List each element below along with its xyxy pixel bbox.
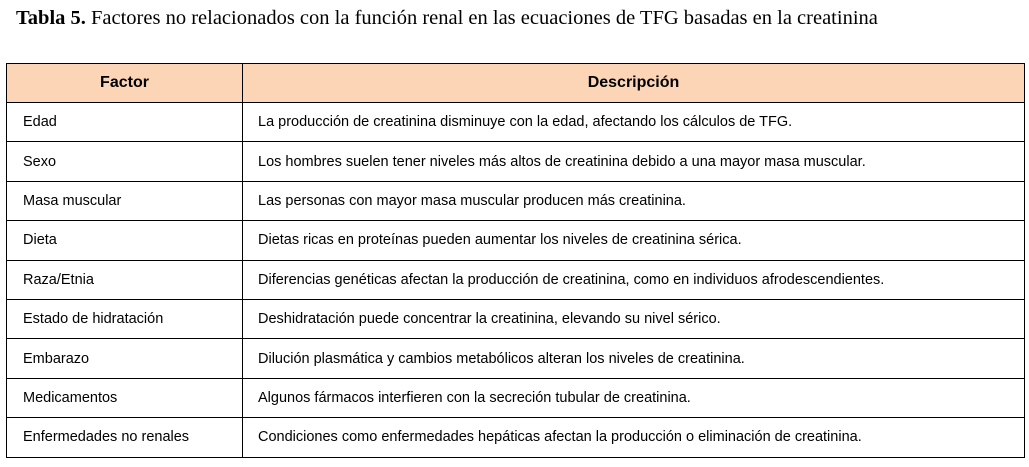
description-cell: Algunos fármacos interfieren con la secreción tubular de creatinina. xyxy=(243,378,1025,417)
description-cell: Los hombres suelen tener niveles más altos de creatinina debido a una mayor masa muscular. xyxy=(243,142,1025,181)
description-cell: Dilución plasmática y cambios metabólicos alteran los niveles de creatinina. xyxy=(243,339,1025,378)
factor-cell: Estado de hidratación xyxy=(7,299,243,338)
factor-cell: Sexo xyxy=(7,142,243,181)
table-row xyxy=(7,339,1025,378)
table-row xyxy=(7,221,1025,260)
table-row xyxy=(7,299,1025,338)
table-caption-label: Tabla 5. xyxy=(16,7,86,29)
table-row xyxy=(7,418,1025,457)
factors-table xyxy=(6,63,1025,458)
description-cell: La producción de creatinina disminuye con la edad, afectando los cálculos de TFG. xyxy=(243,103,1025,142)
table-row xyxy=(7,142,1025,181)
header-factor: Factor xyxy=(7,64,243,103)
table-row xyxy=(7,103,1025,142)
description-cell: Deshidratación puede concentrar la creatinina, elevando su nivel sérico. xyxy=(243,299,1025,338)
factor-cell: Raza/Etnia xyxy=(7,260,243,299)
description-cell: Dietas ricas en proteínas pueden aumentar los niveles de creatinina sérica. xyxy=(243,221,1025,260)
factor-cell: Edad xyxy=(7,103,243,142)
table-row xyxy=(7,378,1025,417)
table-row xyxy=(7,260,1025,299)
table-header-row xyxy=(7,64,1025,103)
description-cell: Las personas con mayor masa muscular producen más creatinina. xyxy=(243,181,1025,220)
table-caption xyxy=(16,6,1016,31)
header-descripcion: Descripción xyxy=(243,64,1025,103)
description-cell: Condiciones como enfermedades hepáticas afectan la producción o eliminación de creatinina. xyxy=(243,418,1025,457)
factor-cell: Dieta xyxy=(7,221,243,260)
factor-cell: Masa muscular xyxy=(7,181,243,220)
table-row xyxy=(7,181,1025,220)
factor-cell: Medicamentos xyxy=(7,378,243,417)
factor-cell: Enfermedades no renales xyxy=(7,418,243,457)
table-caption-text: Factores no relacionados con la función renal en las ecuaciones de TFG basadas en la creatinina xyxy=(85,7,878,29)
description-cell: Diferencias genéticas afectan la producción de creatinina, como en individuos afrodescendientes. xyxy=(243,260,1025,299)
factor-cell: Embarazo xyxy=(7,339,243,378)
